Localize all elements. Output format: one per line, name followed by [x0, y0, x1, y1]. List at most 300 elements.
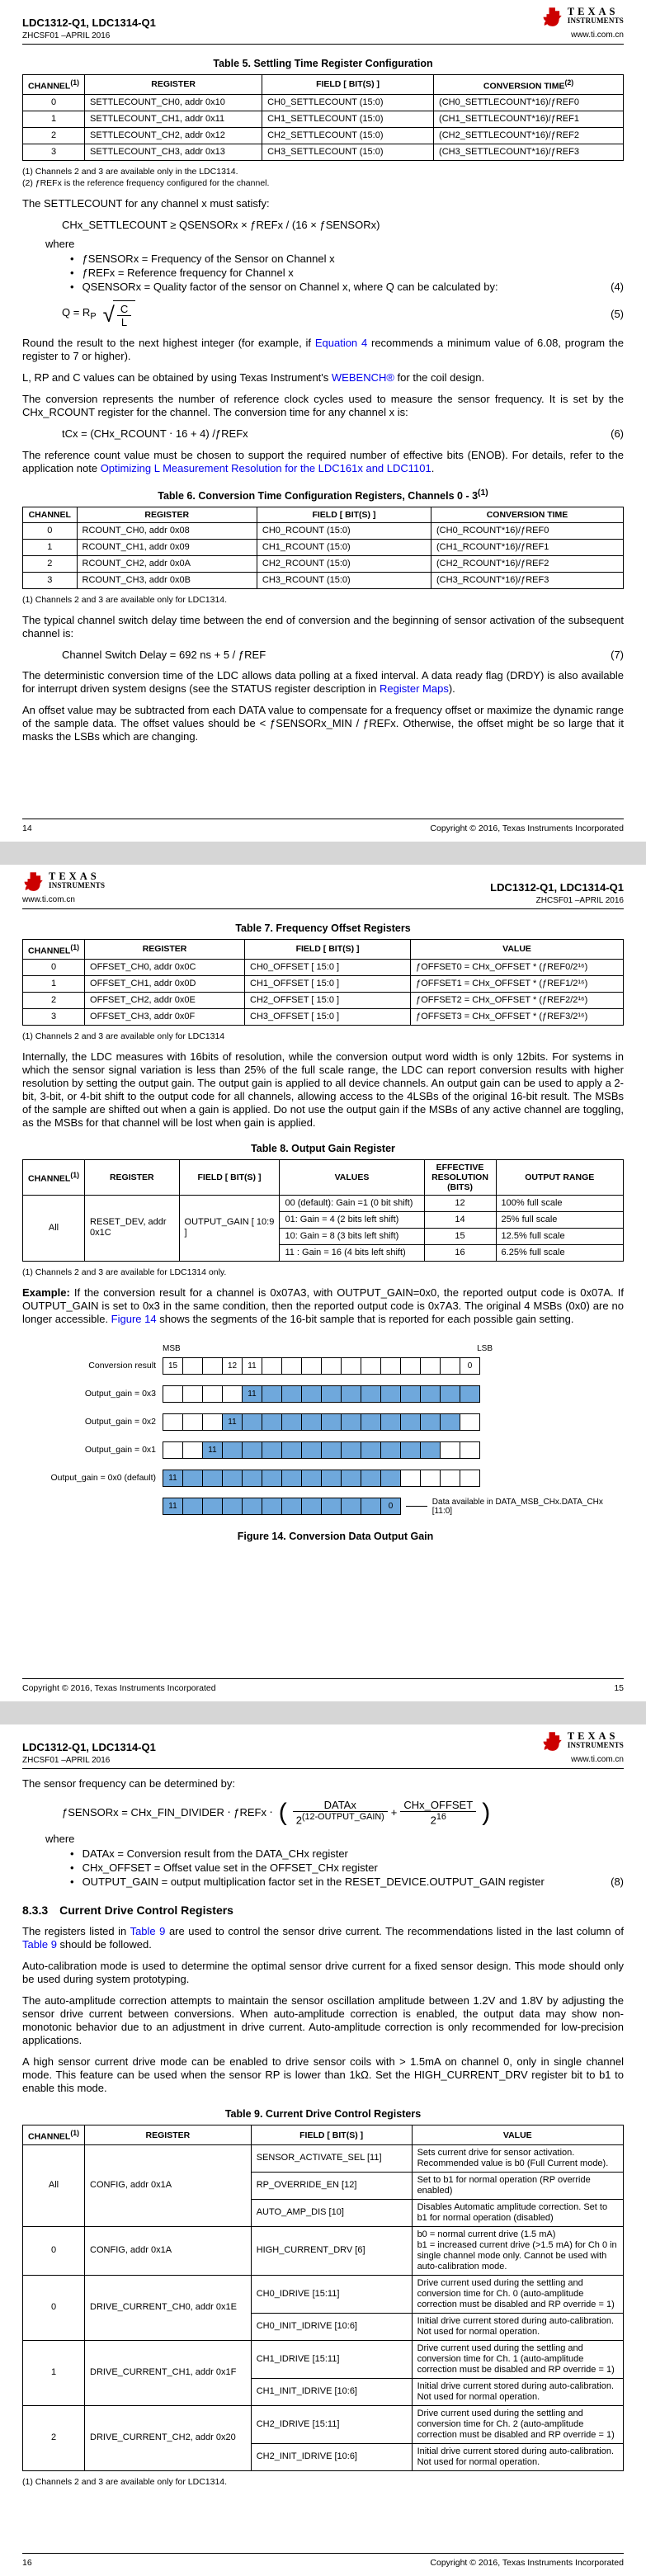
radical-expression: √ $\frac{C}{L}$ [103, 300, 136, 328]
equation-7 [22, 649, 624, 661]
current-drive-table [22, 2125, 624, 2471]
bit-cell [361, 1385, 381, 1403]
table-cell: SETTLECOUNT_CH1, addr 0x11 [85, 111, 262, 127]
bit-cell [202, 1357, 223, 1375]
paragraph: The sensor frequency can be determined by: [22, 1777, 235, 1790]
table-cell: CH0_RCOUNT (15:0) [257, 522, 431, 539]
column-header: CONVERSION TIME$^{(2)}$ [434, 75, 624, 95]
table-header-row [23, 507, 624, 522]
list-item [70, 1875, 624, 1889]
paragraph [22, 669, 624, 696]
bit-cell [321, 1441, 342, 1459]
equation-number: (5) [611, 308, 624, 320]
equation-4a [22, 219, 624, 231]
table-cell: 2 [23, 2405, 85, 2470]
paragraph [22, 1925, 624, 1951]
section-number: 8.3.3 [22, 1904, 49, 1918]
table-cell: Initial drive current stored during auto-calibration. Not used for normal operation. [412, 2443, 623, 2470]
figure-bit-grid [47, 1357, 624, 1487]
column-header: REGISTER [85, 2125, 252, 2145]
bit-cell [380, 1385, 401, 1403]
table-cell: CH1_SETTLECOUNT (15:0) [262, 111, 434, 127]
logo-instruments: INSTRUMENTS [567, 1741, 624, 1750]
table-cell: HIGH_CURRENT_DRV [6] [251, 2226, 412, 2275]
lsb-label: LSB [477, 1343, 493, 1353]
text-run: If the conversion result for a channel is 0x07A3, with OUTPUT_GAIN=0x0, the reported output code is 0x07A. If OUTPUT_GAIN is set to 0x3 in the same condition, then the reported output code is 0x7A3. The original 4 MSBs (0x0) are no longer accessible. [22, 1286, 624, 1325]
table-cell: SENSOR_ACTIVATE_SEL [11] [251, 2144, 412, 2172]
column-header: REGISTER [77, 507, 257, 522]
bit-cell [222, 1470, 243, 1487]
page-header [22, 871, 624, 909]
footnote: (1) Channels 2 and 3 are available only for LDC1314 [22, 1031, 225, 1041]
table-cell: SETTLECOUNT_CH0, addr 0x10 [85, 94, 262, 111]
page-footer [22, 2553, 624, 2568]
table-cell: ƒOFFSET0 = CHx_OFFSET * (ƒREF0/2¹⁶) [411, 959, 624, 975]
bit-cell [361, 1498, 381, 1515]
table-cell: (CH0_SETTLECOUNT*16)/ƒREF0 [434, 94, 624, 111]
bit-cell [460, 1413, 480, 1431]
bit-cell [341, 1385, 361, 1403]
table-row [23, 572, 624, 588]
column-header: CHANNEL$^{(1)}$ [23, 1159, 85, 1195]
table-cell: 100% full scale [496, 1195, 623, 1211]
text-run: Round the result to the next highest integer (for example, if [22, 336, 315, 349]
doc-number: ZHCSF01 –APRIL 2016 [22, 31, 111, 40]
table-cell: 2 [23, 555, 78, 572]
bit-cell [182, 1413, 203, 1431]
output-gain-table [22, 1159, 624, 1262]
table-cell: DRIVE_CURRENT_CH0, addr 0x1E [85, 2275, 252, 2340]
bit-cell [341, 1413, 361, 1431]
bit-cell [301, 1441, 322, 1459]
table-header-row [23, 1159, 624, 1195]
table-cell: 14 [424, 1211, 496, 1228]
equation-text: CHx_SETTLECOUNT ≥ QSENSORx × ƒREFx / (16 × ƒSENSORx) [62, 218, 380, 231]
copyright: Copyright © 2016, Texas Instruments Incorporated [430, 823, 624, 833]
table-footnotes [22, 2476, 624, 2488]
table-cell: 0 [23, 2275, 85, 2340]
table-cell: Disables Automatic amplitude correction. Set to b1 for normal operation (disabled) [412, 2199, 623, 2226]
paragraph: An offset value may be subtracted from each DATA value to compensate for a frequency offset or maximize the dynamic range of the sample data. The offset values should be < ƒSENSORx_MIN / ƒREFx. Otherwise, the offset might be so large that it masks the LSBs which are changing. [22, 703, 624, 743]
text-run: • CHx_OFFSET = Offset value set in the OFFSET_CHx register [82, 1861, 378, 1875]
bit-cell [182, 1498, 203, 1515]
paragraph: Internally, the LDC measures with 16bits of resolution, while the conversion output word width is only 12bits. For systems in which the sensor signal variation is less than 25% of the full scale range, the LDC can report conversion results with higher resolution by setting the output gain. The output gain is applied to all device channels. An output gain can be used to apply a 2-bit, 3-bit, or 4-bit shift to the output code for all channels, allowing access to the 4LSBs of the original 16-bit result. The MSBs of the sample are shifted out when a gain is applied. Do not use the output gain if the MSBs of any active channel are toggling, as the MSBs for that channel will be lost when gain is applied. [22, 1050, 624, 1129]
table-cell: 1 [23, 975, 85, 992]
copyright: Copyright © 2016, Texas Instruments Incorporated [430, 2558, 624, 2568]
table-cell [412, 2226, 623, 2275]
table-header-row [23, 2125, 624, 2145]
bit-cell [440, 1413, 460, 1431]
table-footnotes [22, 1031, 624, 1042]
table-cell: 1 [23, 2340, 85, 2405]
table-cell: 00 (default): Gain =1 (0 bit shift) [280, 1195, 424, 1211]
text-run: . [431, 461, 435, 474]
ti-logo [541, 7, 624, 28]
equation-8 [22, 1799, 624, 1826]
bit-cell [321, 1498, 342, 1515]
table-row [23, 127, 624, 144]
table-cell: 3 [23, 572, 78, 588]
equation-4-link[interactable]: Equation 4 [314, 336, 368, 349]
bit-cell [262, 1498, 282, 1515]
bit-cell [460, 1470, 480, 1487]
table-row [23, 2226, 624, 2275]
bit-cell [460, 1441, 480, 1459]
where-label: where [45, 237, 75, 250]
bit-cell [301, 1385, 322, 1403]
fraction: $\frac{\text{CHx\_OFFSET}}{2^{16}}$ [400, 1799, 476, 1826]
table-cell: 3 [23, 144, 85, 160]
table8-title: Table 8. Output Gain Register [251, 1142, 395, 1154]
bit-cell [420, 1413, 441, 1431]
doc-number: ZHCSF01 –APRIL 2016 [535, 896, 624, 905]
website-link[interactable]: www.ti.com.cn [571, 1755, 624, 1764]
table-row [23, 1008, 624, 1025]
table-cell: Set to b1 for normal operation (RP override enabled) [412, 2172, 623, 2199]
table-cell: 25% full scale [496, 1211, 623, 1228]
bit-cell [420, 1385, 441, 1403]
bit-cell [361, 1441, 381, 1459]
bit-cell [222, 1498, 243, 1515]
datasheet-page-16 [0, 1724, 646, 2576]
column-header: FIELD [ BIT(S) ] [262, 75, 434, 95]
table-cell: CH2_SETTLECOUNT (15:0) [262, 127, 434, 144]
table-row [23, 959, 624, 975]
column-header: VALUE [412, 2125, 623, 2145]
bit-cell [321, 1470, 342, 1487]
table-footnotes [22, 166, 624, 189]
table-row [23, 522, 624, 539]
table-cell: 0 [23, 959, 85, 975]
table-row [23, 975, 624, 992]
bit-cell [262, 1470, 282, 1487]
fraction: $\frac{\text{DATAx}}{2^{(12-OUTPUT\_GAIN)}}$ [293, 1799, 388, 1826]
list-item [70, 280, 624, 294]
bit-cell [301, 1413, 322, 1431]
bit-cell: 0 [460, 1357, 480, 1375]
table-cell: (CH1_SETTLECOUNT*16)/ƒREF1 [434, 111, 624, 127]
table-row [23, 111, 624, 127]
table-row [23, 992, 624, 1008]
bit-cell [400, 1441, 421, 1459]
table-cell: (CH3_SETTLECOUNT*16)/ƒREF3 [434, 144, 624, 160]
ti-wordmark [568, 1731, 624, 1750]
bit-cell [321, 1385, 342, 1403]
table-cell: 15 [424, 1228, 496, 1244]
table-cell: RCOUNT_CH3, addr 0x0B [77, 572, 257, 588]
figure-14-link[interactable]: Figure 14 [111, 1312, 157, 1325]
table-cell: CH2_IDRIVE [15:11] [251, 2405, 412, 2443]
table-cell: 0 [23, 94, 85, 111]
plus-sign: + [390, 1806, 398, 1819]
bit-cell [281, 1385, 302, 1403]
table-cell: Drive current used during the settling and conversion time for Ch. 2 (auto-amplitude correction must be disabled and RP override = 1) [412, 2405, 623, 2443]
list-item [70, 1861, 624, 1875]
bit-cell [400, 1413, 421, 1431]
table-cell: (CH1_RCOUNT*16)/ƒREF1 [431, 539, 624, 555]
footnote: (2) ƒREFx is the reference frequency configured for the channel. [22, 177, 270, 188]
text-run: • ƒREFx = Reference frequency for Channel x [82, 266, 294, 279]
part-number: LDC1312-Q1, LDC1314-Q1 [22, 1741, 156, 1753]
column-header: FIELD [ BIT(S) ] [245, 940, 411, 960]
logo-texas: TEXAS [567, 6, 619, 17]
left-paren: ( [278, 1798, 287, 1826]
table-cell: CONFIG, addr 0x1A [85, 2144, 252, 2226]
footnote: (1) Channels 2 and 3 are available for LDC1314 only. [22, 1267, 227, 1277]
ti-symbol-icon [541, 7, 563, 28]
column-header: VALUES [280, 1159, 424, 1195]
value-line: b1 = increased current drive (>1.5 mA) for Ch 0 in single channel mode only. Cannot be used with auto-calibration mode. [417, 2239, 617, 2272]
table-row [23, 1195, 624, 1211]
value-line: b0 = normal current drive (1.5 mA) [417, 2229, 556, 2239]
example-label: Example: [22, 1286, 70, 1299]
frequency-offset-table [22, 939, 624, 1026]
table-cell: CH1_OFFSET [ 15:0 ] [245, 975, 411, 992]
table-header-row [23, 75, 624, 95]
table-cell: Sets current drive for sensor activation. Recommended value is b0 (Full Current mode). [412, 2144, 623, 2172]
figure-bit-order-labels [163, 1344, 493, 1353]
table-cell: CH3_SETTLECOUNT (15:0) [262, 144, 434, 160]
list-item [70, 1847, 624, 1861]
text-run: • QSENSORx = Quality factor of the sensor on Channel x, where Q can be calculated by: [82, 280, 498, 293]
bit-cell [242, 1470, 262, 1487]
bit-cell [380, 1413, 401, 1431]
table-cell: CH0_IDRIVE [15:11] [251, 2275, 412, 2313]
table-cell: CH1_IDRIVE [15:11] [251, 2340, 412, 2378]
ti-symbol-icon [541, 1731, 563, 1753]
section-title: Current Drive Control Registers [59, 1904, 233, 1918]
ti-logo [22, 871, 105, 893]
figure-14 [47, 1344, 624, 1542]
bit-cell [262, 1413, 282, 1431]
equation-text: tCx = (CHx_RCOUNT ⋅ 16 + 4) /ƒREFx [62, 427, 248, 440]
text-run: The reference count value must be chosen to support the required number of effective bits (ENOB). For details, refer to the application note [22, 448, 624, 474]
column-header: FIELD [ BIT(S) ] [251, 2125, 412, 2145]
page-header [22, 1731, 624, 1769]
column-header: CHANNEL$^{(1)}$ [23, 2125, 85, 2145]
page-gap [0, 1701, 646, 1724]
paragraph: The auto-amplitude correction attempts to maintain the sensor oscillation amplitude between 1.2V and 1.8V by adjusting the sensor drive current between conversions. When auto-amplitude correction is enabled, the output data may show non-monotonic behavior due to an adjustment in drive current. Auto-amplitude correction is only recommended for low-precision applications. [22, 1994, 624, 2047]
ti-wordmark [568, 7, 624, 26]
paragraph: Auto-calibration mode is used to determine the optimal sensor drive current for a fixed sensor design. This mode should only be used during system prototyping. [22, 1960, 624, 1986]
bit-cell [202, 1413, 223, 1431]
equation-number: (6) [611, 427, 624, 440]
table-cell: 16 [424, 1244, 496, 1261]
paragraph: The typical channel switch delay time between the end of conversion and the beginning of sensor activation of the subsequent channel is: [22, 613, 624, 639]
table-cell: (CH0_RCOUNT*16)/ƒREF0 [431, 522, 624, 539]
bit-cell: 11 [242, 1357, 262, 1375]
table-cell: CH0_INIT_IDRIVE [10:6] [251, 2313, 412, 2340]
figure-data-cells [163, 1498, 401, 1515]
table9-title: Table 9. Current Drive Control Registers [224, 2108, 422, 2121]
paragraph: A high sensor current drive mode can be enabled to drive sensor coils with > 1.5mA on channel 0, only in single channel mode. This feature can be used when the sensor RP is lower than 1kΩ. Set the HIGH_CURRENT_DRV register bit to b1 to enable this mode. [22, 2055, 624, 2095]
table-footnotes [22, 1267, 624, 1278]
paragraph [22, 449, 624, 475]
logo-instruments: INSTRUMENTS [49, 881, 106, 890]
bit-cell [182, 1441, 203, 1459]
equation-6 [22, 427, 624, 441]
bit-cell [262, 1357, 282, 1375]
table-cell: CH0_SETTLECOUNT (15:0) [262, 94, 434, 111]
bit-cell [163, 1413, 183, 1431]
equation-text [62, 300, 135, 328]
table-9-link[interactable]: Table 9 [130, 1925, 166, 1938]
table-cell: 10: Gain = 8 (3 bits left shift) [280, 1228, 424, 1244]
bit-cell [222, 1385, 243, 1403]
paragraph [22, 337, 624, 363]
table-cell: 1 [23, 539, 78, 555]
table-cell: All [23, 1195, 85, 1261]
table-header-row [23, 940, 624, 960]
bit-cell [163, 1385, 183, 1403]
bit-cell: 11 [242, 1385, 262, 1403]
bit-cell [361, 1470, 381, 1487]
figure-row-label: Output_gain = 0x0 (default) [50, 1473, 156, 1483]
text-run: for the coil design. [394, 370, 485, 384]
bit-cell [301, 1498, 322, 1515]
text-run: ƒSENSORx = CHx_FIN_DIVIDER ⋅ ƒREFx ⋅ [62, 1805, 273, 1819]
doc-number: ZHCSF01 –APRIL 2016 [22, 1756, 111, 1765]
logo-instruments: INSTRUMENTS [567, 17, 624, 26]
table-cell: CONFIG, addr 0x1A [85, 2226, 252, 2275]
bullet-list [70, 1847, 624, 1889]
table-cell: CH2_RCOUNT (15:0) [257, 555, 431, 572]
bit-cell [440, 1470, 460, 1487]
footnote: (1) Channels 2 and 3 are available only for LDC1314. [22, 594, 228, 605]
table-cell: 3 [23, 1008, 85, 1025]
table-cell: (CH2_RCOUNT*16)/ƒREF2 [431, 555, 624, 572]
table-cell: 1 [23, 111, 85, 127]
bit-cell [440, 1357, 460, 1375]
table-row [23, 2144, 624, 2172]
bit-cell: 12 [222, 1357, 243, 1375]
bit-cell [341, 1441, 361, 1459]
website-link[interactable]: www.ti.com.cn [22, 895, 75, 904]
bit-cell [281, 1470, 302, 1487]
bit-cell: 11 [202, 1441, 223, 1459]
bit-cell [301, 1470, 322, 1487]
column-header: FIELD [ BIT(S) ] [257, 507, 431, 522]
table-9-link[interactable]: Table 9 [22, 1938, 57, 1951]
webench-link[interactable]: WEBENCH® [331, 370, 394, 384]
table-cell: 01: Gain = 4 (2 bits left shift) [280, 1211, 424, 1228]
paragraph [22, 371, 624, 385]
table-row [23, 144, 624, 160]
footnote: (1) Channels 2 and 3 are available only in the LDC1314. [22, 166, 238, 177]
text-run: $Q = R_P$ [62, 306, 97, 322]
where-label: where [45, 1833, 75, 1846]
bit-cell [202, 1498, 223, 1515]
column-header: EFFECTIVE RESOLUTION (BITS) [424, 1159, 496, 1195]
bit-cell [420, 1470, 441, 1487]
table-cell: CH3_OFFSET [ 15:0 ] [245, 1008, 411, 1025]
equation-number: (8) [611, 1875, 624, 1889]
equation-number: (7) [611, 648, 624, 661]
text-run: The deterministic conversion time of the LDC allows data polling at a fixed interval. A data ready flag (DRDY) is also available for interrupt driven system designs (see the STATUS register description in [22, 668, 624, 695]
table-cell: 12.5% full scale [496, 1228, 623, 1244]
copyright: Copyright © 2016, Texas Instruments Incorporated [22, 1683, 216, 1693]
table-cell: OFFSET_CH0, addr 0x0C [85, 959, 245, 975]
bit-cell [301, 1357, 322, 1375]
bit-cell: 15 [163, 1357, 183, 1375]
conversion-time-table [22, 507, 624, 589]
text-run: • OUTPUT_GAIN = output multiplication factor set in the RESET_DEVICE.OUTPUT_GAIN register [82, 1875, 545, 1889]
bit-cell [242, 1441, 262, 1459]
register-maps-link[interactable]: Register Maps [380, 682, 449, 695]
table-footnotes [22, 594, 624, 606]
page-footer [22, 1678, 624, 1693]
bit-cell [400, 1385, 421, 1403]
table-cell: All [23, 2144, 85, 2226]
column-header: CONVERSION TIME [431, 507, 624, 522]
bit-cell [420, 1441, 441, 1459]
table-cell: Drive current used during the settling and conversion time for Ch. 1 (auto-amplitude correction must be disabled and RP override = 1) [412, 2340, 623, 2378]
table-cell: SETTLECOUNT_CH3, addr 0x13 [85, 144, 262, 160]
equation-number: (4) [611, 280, 624, 293]
page-number: 16 [22, 2558, 32, 2568]
bullet-list [70, 252, 624, 294]
bit-cell [242, 1413, 262, 1431]
table-row [23, 2275, 624, 2313]
text-run: are used to control the sensor drive current. The recommendations listed in the last column of [165, 1925, 624, 1938]
page-gap [0, 842, 646, 865]
table-cell: AUTO_AMP_DIS [10] [251, 2199, 412, 2226]
bit-cell [182, 1385, 203, 1403]
logo-texas: TEXAS [49, 870, 100, 882]
datasheet-page-14 [0, 0, 646, 842]
table-row [23, 555, 624, 572]
app-note-link[interactable]: Optimizing L Measurement Resolution for the LDC161x and LDC1101 [100, 461, 431, 474]
paragraph [22, 1286, 624, 1326]
table-cell: ƒOFFSET1 = CHx_OFFSET * (ƒREF1/2¹⁶) [411, 975, 624, 992]
table-cell: DRIVE_CURRENT_CH1, addr 0x1F [85, 2340, 252, 2405]
column-header: CHANNEL$^{(1)}$ [23, 75, 85, 95]
column-header: REGISTER [85, 940, 245, 960]
bit-cell [341, 1470, 361, 1487]
figure-data-row [47, 1498, 624, 1516]
bit-cell [262, 1385, 282, 1403]
ti-symbol-icon [22, 871, 44, 893]
paragraph: The SETTLECOUNT for any channel x must satisfy: [22, 196, 270, 210]
table-row [23, 94, 624, 111]
table-cell: CH0_OFFSET [ 15:0 ] [245, 959, 411, 975]
text-run: • ƒSENSORx = Frequency of the Sensor on Channel x [82, 252, 335, 265]
msb-label: MSB [163, 1343, 181, 1353]
table5-title: Table 5. Settling Time Register Configuration [213, 58, 433, 69]
bit-cell [202, 1470, 223, 1487]
table-cell: Drive current used during the settling and conversion time for Ch. 0 (auto-amplitude correction must be disabled and RP override = 1) [412, 2275, 623, 2313]
table-cell: 6.25% full scale [496, 1244, 623, 1261]
table-cell: CH2_OFFSET [ 15:0 ] [245, 992, 411, 1008]
text-run: shows the segments of the 16-bit sample that is reported for each possible gain setting. [156, 1312, 574, 1325]
equation-text [62, 1799, 493, 1826]
bit-cell [163, 1441, 183, 1459]
website-link[interactable]: www.ti.com.cn [571, 31, 624, 40]
table-cell: (CH2_SETTLECOUNT*16)/ƒREF2 [434, 127, 624, 144]
bit-cell [321, 1413, 342, 1431]
table-cell: Initial drive current stored during auto-calibration. Not used for normal operation. [412, 2313, 623, 2340]
table-cell: ƒOFFSET3 = CHx_OFFSET * (ƒREF3/2¹⁶) [411, 1008, 624, 1025]
bit-cell [182, 1357, 203, 1375]
radical-icon: √ [102, 301, 115, 327]
paragraph: The conversion represents the number of reference clock cycles used to measure the sensor frequency. It is set by the CHx_RCOUNT register for the channel. The conversion time for any channel x is: [22, 392, 624, 418]
text-run: recommends a minimum value of 6.08, program the register to 7 or higher). [22, 336, 624, 362]
figure-row-label: Output_gain = 0x3 [84, 1389, 156, 1399]
table-cell: RP_OVERRIDE_EN [12] [251, 2172, 412, 2199]
bit-cell [262, 1441, 282, 1459]
table-cell: DRIVE_CURRENT_CH2, addr 0x20 [85, 2405, 252, 2470]
bit-cell [420, 1357, 441, 1375]
